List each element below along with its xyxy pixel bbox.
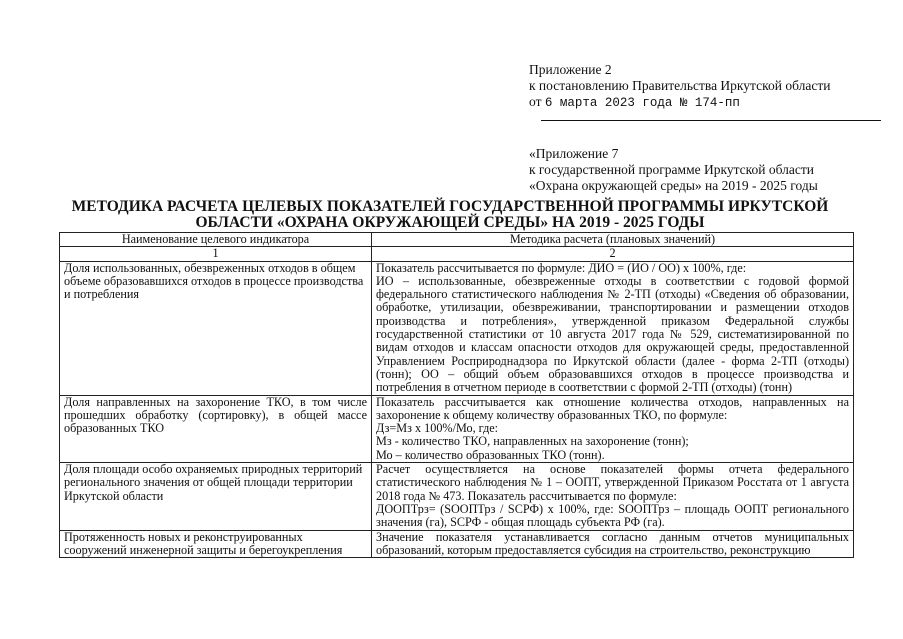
method-paragraph: Показатель рассчитывается по формуле: ДИО = (ИО / ОО) х 100%, где: <box>376 260 747 275</box>
column-number-row <box>60 247 854 261</box>
program-name: «Охрана окружающей среды» на 2019 - 2025 годы <box>529 178 818 193</box>
appendix-header <box>529 62 889 194</box>
method-paragraph: Дз=Мз х 100%/Мо, где: <box>376 421 499 436</box>
indicator-method <box>372 463 854 530</box>
appendix-2-label: Приложение 2 <box>529 62 612 77</box>
method-paragraph: Мо – количество образованных ТКО (тонн). <box>376 447 605 462</box>
method-paragraph: ИО – использованные, обезвреженные отходы в соответствии с годовой формой федерального статистического наблюдения № 2-ТП (отходы) «Сведения об образовании, обработке, утилизации, обезвреживании, транспортировании и размещении отходов производства и потребления», утвержденной приказом Федеральной службы государственной статистики от 10 августа 2017 года № 529, систематизированной по видам отходов и классам опасности отходов для окружающей среды, предоставленной Управлением Росприроднадзора по Иркутской области (далее - форма 2-ТП (отходы) (тонн); ОО – общий объем образовавшихся отходов в процессе производства и потребления в отчетном периоде в соответствии с формой 2-ТП (отходы) (тонн) <box>376 273 849 395</box>
title-line-1: МЕТОДИКА РАСЧЕТА ЦЕЛЕВЫХ ПОКАЗАТЕЛЕЙ ГОСУДАРСТВЕННОЙ ПРОГРАММЫ ИРКУТСКОЙ <box>71 198 829 215</box>
table-row <box>60 463 854 530</box>
column-number-1: 1 <box>60 247 372 261</box>
indicator-name: Доля использованных, обезвреженных отходов в общем объеме образовавшихся отходов в процессе производства и потребления <box>60 261 372 395</box>
indicator-name: Протяженность новых и реконструированных сооружений инженерной защиты и берегоукрепления <box>60 530 372 558</box>
from-prefix: от <box>529 94 542 109</box>
program-reference: к государственной программе Иркутской области <box>529 162 815 177</box>
indicator-method <box>372 530 854 558</box>
appendix-7-label: «Приложение 7 <box>529 146 619 161</box>
method-paragraph: Значение показателя устанавливается согласно данным отчетов муниципальных образований, которым предоставляется субсидия на строительство, реконструкцию <box>376 529 849 557</box>
indicator-name: Доля площади особо охраняемых природных территорий регионального значения от общей площади территории Иркутской области <box>60 463 372 530</box>
page-title <box>40 199 860 231</box>
resolution-date-number: 6 марта 2023 года № 174-пп <box>544 96 740 110</box>
method-paragraph: ДООПТрз= (SООПТрз / SСРФ) х 100%, где: SООПТрз – площадь ООПТ регионального значения (га), SСРФ - общая площадь субъекта РФ (га). <box>376 501 849 530</box>
indicator-method <box>372 395 854 462</box>
table-row <box>60 261 854 395</box>
method-paragraph: Показатель рассчитывается как отношение количества отходов, направленных на захоронение к общему количеству образованных ТКО, по формуле: <box>376 394 849 422</box>
method-paragraph: Мз - количество ТКО, направленных на захоронение (тонн); <box>376 434 689 449</box>
table-row <box>60 395 854 462</box>
header-method: Методика расчета (плановых значений) <box>372 233 854 247</box>
method-paragraph: Расчет осуществляется на основе показателей формы отчета федерального статистического наблюдения № 1 – ООПТ, утвержденной Приказом Росстата от 1 августа 2018 года № 473. Показатель рассчитывается по формуле: <box>376 462 849 503</box>
column-number-2: 2 <box>372 247 854 261</box>
header-indicator-name: Наименование целевого индикатора <box>60 233 372 247</box>
indicator-name: Доля направленных на захоронение ТКО, в том числе прошедших обработку (сортировку), в общей массе образованных ТКО <box>60 395 372 462</box>
table-header-row <box>60 233 854 247</box>
table-row <box>60 530 854 558</box>
title-line-2: ОБЛАСТИ «ОХРАНА ОКРУЖАЮЩЕЙ СРЕДЫ» НА 2019 - 2025 ГОДЫ <box>195 214 705 231</box>
methodology-table <box>59 232 854 558</box>
resolution-reference: к постановлению Правительства Иркутской области <box>529 78 831 93</box>
indicator-method <box>372 261 854 395</box>
date-underline <box>541 120 881 121</box>
